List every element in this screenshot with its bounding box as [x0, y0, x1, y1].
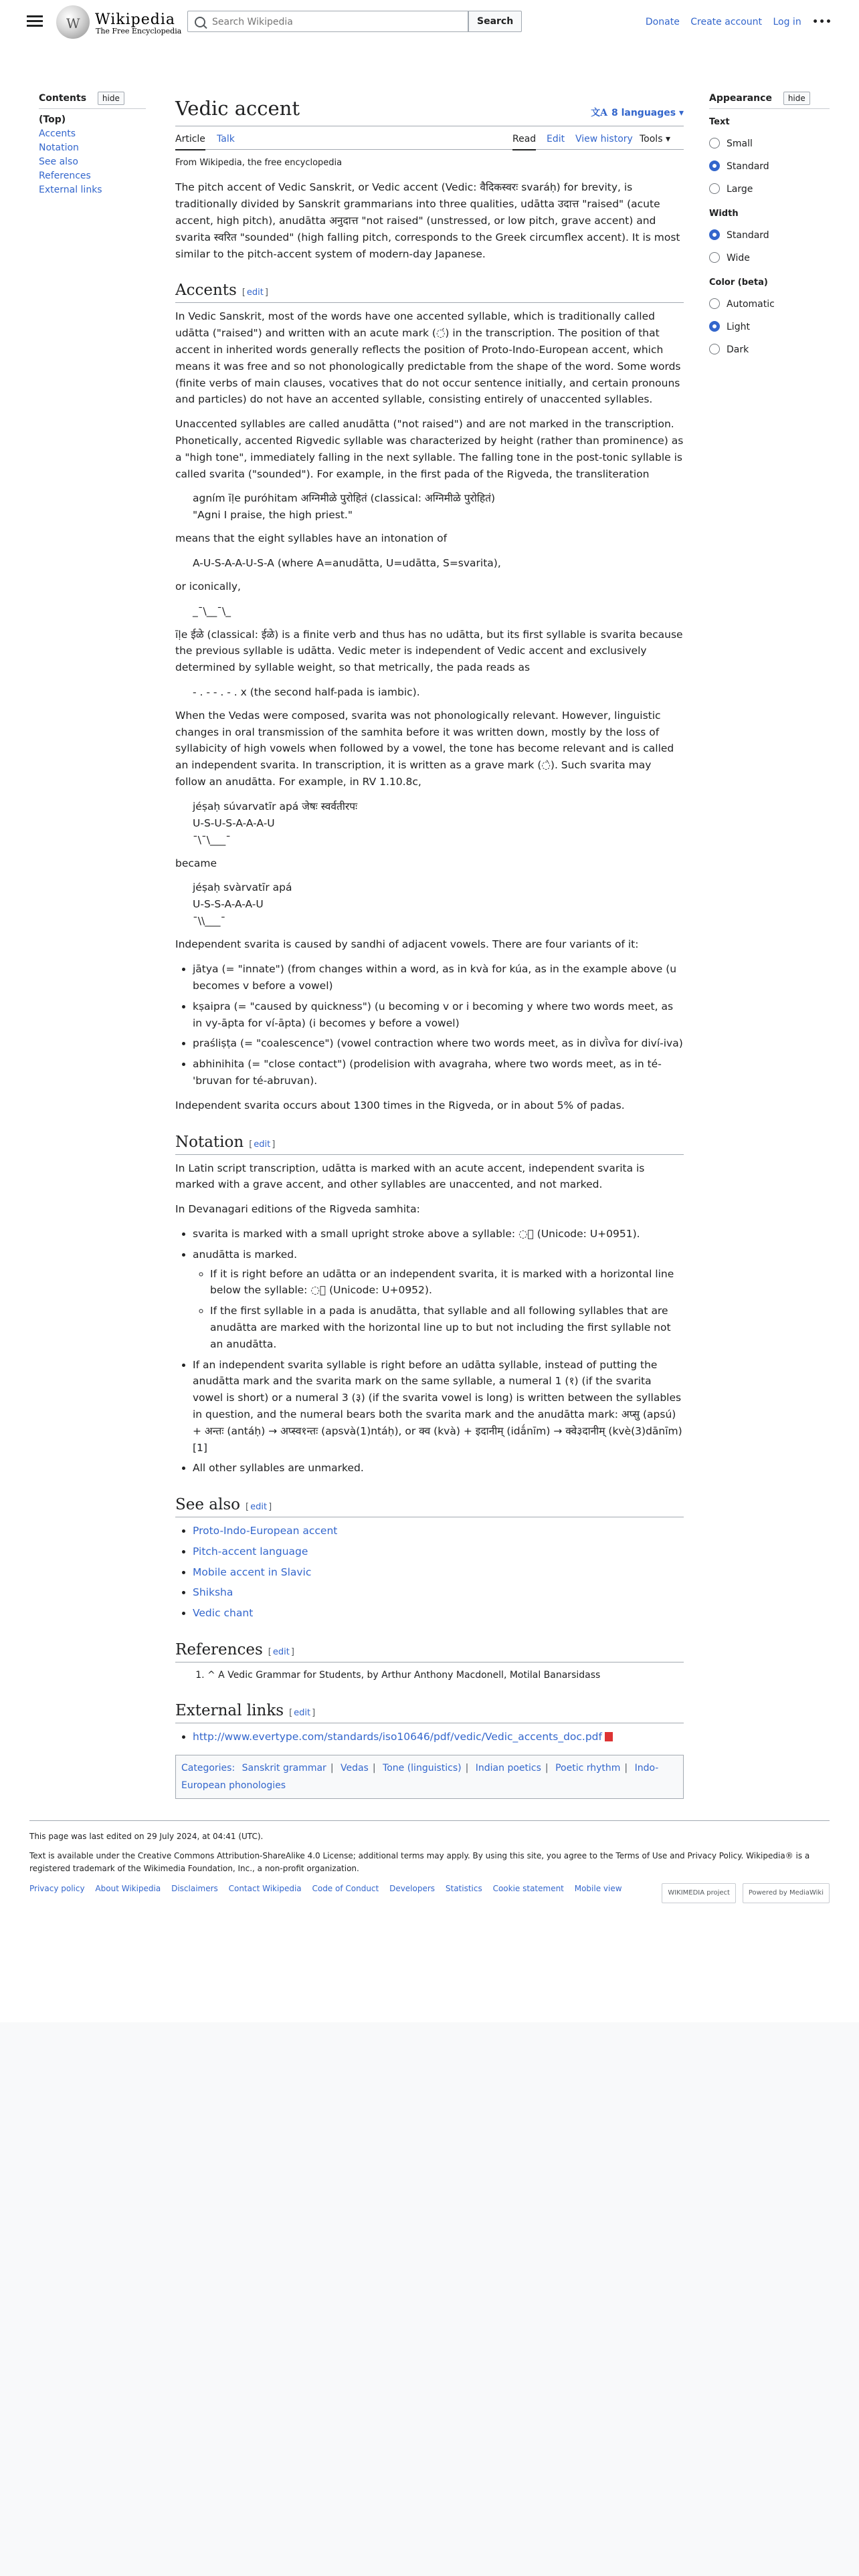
see-also-link[interactable]: Pitch-accent language [193, 1545, 308, 1558]
color-light-radio[interactable]: Light [709, 316, 830, 338]
quote-line: jéṣaḥ súvarvatīr apá जेषः स्वर्वतीरपः [193, 800, 358, 813]
text-size-label: Text [709, 117, 730, 128]
quote-rv-before [193, 798, 684, 849]
quote-line: ¯\\___¯ [193, 915, 226, 928]
list-item [193, 1247, 684, 1353]
list-item: ◦ If it is right before an udātta or an independent svarita, it is marked with a horizontal line below the syllable: ◌॒ (Unicode: U+0952). [210, 1266, 684, 1299]
heading-external-links-text: External links [175, 1702, 284, 1720]
width-label: Width [709, 209, 739, 219]
accents-paragraph-7: became [175, 857, 217, 869]
footer-link[interactable]: About Wikipedia [95, 1883, 161, 1893]
wikipedia-wordmark[interactable]: Wikipedia [95, 11, 175, 28]
color-label: Color (beta) [709, 277, 768, 288]
list-item: • abhinihita (= "close contact") (prodelision with avagraha, where two words meet, as in té-'bruvan for té-abruvan). [193, 1056, 684, 1089]
accents-paragraph-8: Independent svarita is caused by sandhi of adjacent vowels. There are four variants of it: [175, 938, 639, 951]
accents-paragraph-1: In Vedic Sanskrit, most of the words have one accented syllable, which is traditionally called udātta ("raised") and written with an acute mark (◌́) in the transcription. The position of that accent in inherited words generally reflects the position of Proto-Indo-European accent, which means it was free and so not phonologically predictable from the shape of the word. Some words (finite verbs of main clauses, vocatives that do not occur sentence initially, and certain pronouns and particles) do not have an accented syllable, consisting entirely of unaccented syllables. [175, 310, 681, 406]
edit-references-link[interactable]: edit [272, 1646, 290, 1657]
accents-paragraph-9: Independent svarita occurs about 1300 times in the Rigveda, or in about 5% of padas. [175, 1099, 625, 1111]
quote-line: agním īḷe puróhitam अग्निमीळे पुरोहितं (classical: अग्निमीळे पुरोहितं) [193, 492, 495, 505]
category-link[interactable]: Indian poetics [475, 1762, 541, 1774]
reference-item: 1. ^ A Vedic Grammar for Students, by Arthur Anthony Macdonell, Motilal Banarsidass [207, 1668, 684, 1683]
categories-box: Categories: Sanskrit grammar | Vedas | Tone (linguistics) | Indian poetics | Poetic rhythm | Indo-European phonologies [175, 1755, 684, 1799]
width-wide-radio[interactable]: Wide [709, 247, 830, 270]
heading-references-text: References [175, 1640, 263, 1658]
list-item-text: anudātta is marked. [193, 1248, 298, 1261]
category-link[interactable]: Tone (linguistics) [383, 1762, 462, 1774]
powered-by-mediawiki-badge[interactable]: Powered by MediaWiki [743, 1883, 830, 1903]
notation-list [175, 1226, 684, 1477]
toc-item-accents[interactable]: Accents [39, 128, 76, 140]
color-automatic-radio[interactable]: Automatic [709, 293, 830, 316]
page-footer [29, 1820, 830, 1895]
personal-tools [638, 15, 832, 29]
footer-link[interactable]: Statistics [445, 1883, 482, 1893]
toc-item-top[interactable]: (Top) [39, 114, 66, 126]
toc-item-see-also[interactable]: See also [39, 156, 78, 168]
list-item: • kṣaipra (= "caused by quickness") (u becoming v or i becoming y where two words meet, as in vy-āpta for ví-āpta) (i becomes y before a vowel) [193, 998, 684, 1032]
quote-line: jéṣaḥ svàrvatīr apá [193, 881, 292, 894]
page-tabs [175, 126, 684, 150]
heading-notation-text: Notation [175, 1133, 244, 1151]
category-link[interactable]: Poetic rhythm [555, 1762, 621, 1774]
pdf-icon [605, 1732, 613, 1741]
list-item: • If an independent svarita syllable is right before an udātta syllable, instead of putting the anudātta mark and the svarita mark on the same syllable, a numeral 1 (१) (if the svarita vowel is short) or a numeral 3 (३) (if the svarita vowel is long) is written between the syllables in question, and the numeral bears both the svarita mark and the anudātta mark: अप्सु (apsú) + अन्तः (antáḥ) → अप्स्व१न्तः (apsvà(1)ntáḥ), or क्व (kvà) + इदानीम् (idā́nīm) → क्वे३दानीम् (kvè(3)dānīm) [1] [193, 1357, 684, 1457]
quote-line: ¯\¯\___¯ [193, 833, 231, 846]
footer-link[interactable]: Privacy policy [29, 1883, 85, 1893]
list-item: ◦ If the first syllable in a pada is anudātta, that syllable and all following syllables that are anudātta are marked with the horizontal line up to but not including the first syllable not an anudātta. [210, 1303, 684, 1352]
accents-paragraph-6: When the Vedas were composed, svarita was not phonologically relevant. However, linguistic changes in oral transmission of the samhita before it was written down, mostly by the loss of syllabicity of high vowels when followed by a vowel, the tone has become relevant and is called an independent svarita. In transcription, it is written as a grave mark (◌̀). Such svarita may follow an anudātta. For example, in RV 1.10.8c, [175, 709, 674, 788]
article [175, 96, 684, 1799]
list-item: • praśliṣṭa (= "coalescence") (vowel contraction where two words meet, as in divī̀va for diví-iva) [193, 1035, 684, 1052]
notation-paragraph-2: In Devanagari editions of the Rigveda samhita: [175, 1203, 420, 1216]
quote-line: "Agni I praise, the high priest." [193, 509, 353, 522]
footer-link[interactable]: Contact Wikipedia [228, 1883, 302, 1893]
footer-link[interactable]: Code of Conduct [312, 1883, 379, 1893]
toc-header [39, 91, 146, 109]
external-links-list [175, 1729, 684, 1745]
wikipedia-globe-logo[interactable] [56, 5, 90, 39]
tools-label: Tools [640, 133, 663, 144]
appearance-header [709, 91, 830, 109]
page-title: Vedic accent [175, 97, 300, 120]
quote-line: U-S-S-A-A-A-U [193, 898, 264, 911]
tab-article[interactable]: Article [175, 132, 205, 150]
search-input[interactable] [211, 14, 461, 30]
appearance-hide-button[interactable]: hide [783, 92, 810, 105]
tab-read[interactable]: Read [512, 132, 536, 150]
see-also-link[interactable]: Mobile accent in Slavic [193, 1566, 312, 1578]
site-header [0, 0, 859, 43]
languages-button[interactable]: 文A 8 languages ▾ [591, 106, 684, 120]
color-dark-radio[interactable]: Dark [709, 338, 830, 361]
more-options-icon[interactable]: ••• [812, 17, 832, 27]
wikimedia-project-badge[interactable]: WIKIMEDIA project [662, 1883, 736, 1903]
see-also-link[interactable]: Vedic chant [193, 1607, 254, 1620]
width-standard-radio[interactable]: Standard [709, 224, 830, 247]
accents-paragraph-4: or iconically, [175, 580, 241, 593]
toc-item-notation[interactable]: Notation [39, 142, 79, 154]
donate-link[interactable]: Donate [645, 17, 680, 27]
search-button[interactable]: Search [468, 11, 522, 32]
meter-pattern: - . - - . - . x (the second half-pada is iambic). [193, 685, 420, 698]
external-link[interactable]: http://www.evertype.com/standards/iso10646/pdf/vedic/Vedic_accents_doc.pdf [193, 1731, 602, 1743]
site-sub: From Wikipedia, the free encyclopedia [175, 157, 343, 168]
heading-external-links: External links [ edit ] [175, 1701, 684, 1723]
list-item: • jātya (= "innate") (from changes within a word, as in kvà for kúa, as in the example above (u becomes v before a vowel) [193, 961, 684, 994]
log-in-link[interactable]: Log in [773, 17, 801, 27]
edit-accents-link[interactable]: edit [246, 288, 264, 298]
appearance-panel [709, 91, 830, 361]
main-menu-icon[interactable] [27, 13, 43, 28]
notation-paragraph-1: In Latin script transcription, udātta is marked with an acute accent, independent svarita is marked with a grave accent, and other syllables are unaccented, and not marked. [175, 1162, 645, 1191]
footer-badges [658, 1883, 830, 1903]
see-also-link[interactable]: Proto-Indo-European accent [193, 1524, 338, 1537]
wikipedia-tagline: The Free Encyclopedia [96, 27, 182, 35]
notation-sublist [193, 1266, 684, 1353]
edit-notation-link[interactable]: edit [254, 1139, 271, 1150]
heading-accents: Accents [ edit ] [175, 281, 684, 303]
quote-rv-after [193, 879, 684, 930]
category-link[interactable]: Sanskrit grammar [242, 1762, 326, 1774]
accents-paragraph-5: īḷe ईळे (classical: ईळे) is a finite verb and thus has no udātta, but its first syllable is svarita because the previous syllable is udātta. Vedic meter is independent of Vedic accent and exclusively determined by syllable weight, so that metrically, the pada reads as [175, 628, 683, 674]
translate-icon: 文A [591, 108, 607, 118]
footer-link[interactable]: Cookie statement [492, 1883, 564, 1893]
heading-see-also: See also [ edit ] [175, 1495, 684, 1517]
tools-menu[interactable]: Tools ▾ [640, 133, 670, 144]
search-box[interactable] [187, 11, 468, 32]
edit-see-also-link[interactable]: edit [250, 1502, 268, 1513]
footer-divider [29, 1820, 830, 1821]
list-item: • All other syllables are unmarked. [193, 1460, 684, 1477]
tab-view-history[interactable]: View history [575, 133, 633, 144]
text-size-small-radio[interactable]: Small [709, 132, 830, 155]
intonation-pattern: A-U-S-A-A-U-S-A (where A=anudātta, U=udātta, S=svarita), [193, 557, 501, 570]
table-of-contents [39, 91, 146, 197]
license-text: Text is available under the Creative Commons Attribution-ShareAlike 4.0 License; additional terms may apply. By using this site, you agree to the Terms of Use and Privacy Policy. Wikipedia® is a registered trademark of the Wikimedia Foundation, Inc., a non-profit organization. [29, 1851, 810, 1874]
footer-link[interactable]: Disclaimers [171, 1883, 218, 1893]
heading-references: References [ edit ] [175, 1640, 684, 1662]
text-size-large-radio[interactable]: Large [709, 178, 830, 201]
heading-accents-text: Accents [175, 282, 237, 300]
svarita-variants-list [175, 961, 684, 1089]
toc-item-external-links[interactable]: External links [39, 185, 102, 196]
edit-external-links-link[interactable]: edit [294, 1708, 311, 1719]
references-list [175, 1668, 684, 1683]
heading-see-also-text: See also [175, 1496, 241, 1514]
list-item: • svarita is marked with a small upright stroke above a syllable: ◌॑ (Unicode: U+0951). [193, 1226, 684, 1243]
category-link[interactable]: Indo-European phonologies [181, 1762, 659, 1791]
footer-link[interactable]: Mobile view [574, 1883, 622, 1893]
see-also-list [175, 1523, 684, 1622]
languages-label: 8 languages [611, 108, 676, 118]
tab-edit[interactable]: Edit [547, 133, 565, 144]
toc-hide-button[interactable]: hide [98, 92, 124, 105]
see-also-link[interactable]: Shiksha [193, 1586, 233, 1599]
toc-title: Contents [39, 93, 87, 104]
footer-link[interactable]: Developers [389, 1883, 436, 1893]
toc-item-references[interactable]: References [39, 171, 91, 182]
accents-paragraph-3: means that the eight syllables have an intonation of [175, 532, 448, 545]
iconic-pattern: _¯\__¯\_ [193, 605, 231, 617]
text-size-standard-radio[interactable]: Standard [709, 155, 830, 178]
accents-paragraph-2: Unaccented syllables are called anudātta ("not raised") and are not marked in the transcription. Phonetically, accented Rigvedic syllable was characterized by height (rather than prominence) as a "high tone", immediately falling in the next syllable. The falling tone in the post-tonic syllable is called svarita ("sounded"). For example, in the first pada of the Rigveda, the transliteration [175, 418, 684, 480]
quote-rigveda [193, 490, 684, 524]
category-link[interactable]: Vedas [340, 1762, 369, 1774]
tab-talk[interactable]: Talk [217, 133, 235, 144]
categories-label[interactable]: Categories: [181, 1762, 235, 1774]
quote-line: U-S-U-S-A-A-A-U [193, 817, 275, 829]
last-edited: This page was last edited on 29 July 2024, at 04:41 (UTC). [29, 1832, 264, 1841]
heading-notation: Notation [ edit ] [175, 1133, 684, 1155]
intro-paragraph: The pitch accent of Vedic Sanskrit, or Vedic accent (Vedic: वैदिकस्वरः svaráḥ) for brevity, is traditionally divided by Sanskrit grammarians into three qualities, udātta उदात्त "raised" (acute accent, high pitch), anudātta अनुदात्त "not raised" (unstressed, or low pitch, grave accent) and svarita स्वरित "sounded" (high falling pitch, corresponds to the Greek circumflex accent). It is most similar to the pitch-accent system of modern-day Japanese. [175, 181, 680, 260]
create-account-link[interactable]: Create account [690, 17, 763, 27]
search-icon [195, 17, 205, 27]
appearance-title: Appearance [709, 93, 772, 104]
